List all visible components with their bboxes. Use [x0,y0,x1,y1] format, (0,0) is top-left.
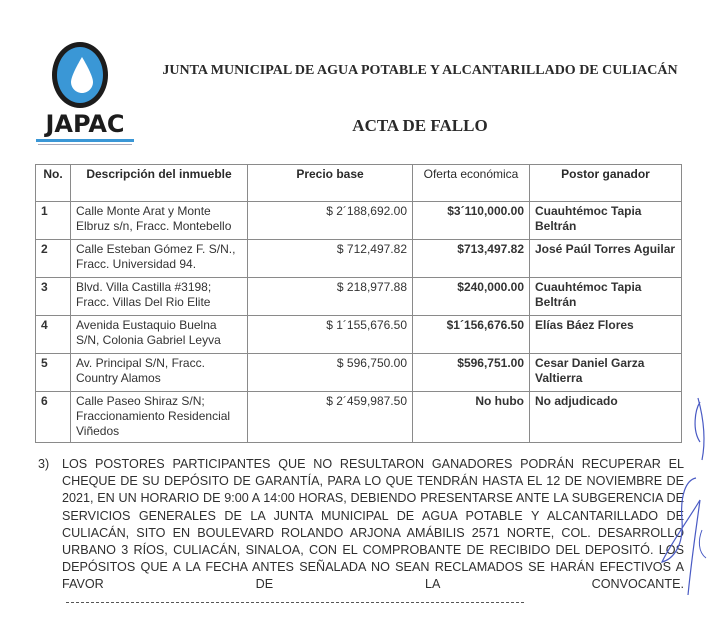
cell-no: 5 [36,354,71,392]
logo-subtitle-line [38,144,132,145]
cell-description: Calle Esteban Gómez F. S/N., Fracc. Universidad 94. [71,240,248,278]
cell-offer: $596,751.00 [413,354,530,392]
cell-base-price: $ 1´155,676.50 [248,316,413,354]
cell-base-price: $ 218,977.88 [248,278,413,316]
cell-base-price: $ 2´188,692.00 [248,202,413,240]
paragraph-number: 3) [38,457,50,471]
filler-dash-line [66,601,524,603]
cell-offer: $713,497.82 [413,240,530,278]
cell-winner: José Paúl Torres Aguilar [530,240,682,278]
header-description: Descripción del inmueble [71,165,248,202]
japac-logo [36,42,136,146]
cell-no: 2 [36,240,71,278]
document-title: ACTA DE FALLO [352,116,488,135]
header-winner: Postor ganador [530,165,682,202]
table-header-row [36,165,682,202]
cell-offer: $240,000.00 [413,278,530,316]
cell-winner: Cuauhtémoc Tapia Beltrán [530,278,682,316]
cell-base-price: $ 596,750.00 [248,354,413,392]
auction-results-table [35,164,682,443]
cell-no: 1 [36,202,71,240]
logo-wordmark: JAPAC [45,110,125,138]
cell-winner: No adjudicado [530,392,682,443]
water-drop-icon [71,57,93,93]
cell-description: Avenida Eustaquio Buelna S/N, Colonia Gabriel Leyva [71,316,248,354]
table-row [36,202,682,240]
table-row [36,278,682,316]
paragraph-text: LOS POSTORES PARTICIPANTES QUE NO RESULTARON GANADORES PODRÁN RECUPERAR EL CHEQUE DE SU DEPÓSITO DE GARANTÍA, PARA LO QUE TENDRÁN HASTA EL 12 DE NOVIEMBRE DE 2021, EN UN HORARIO DE 9:00 A 14:00 HORAS, DEBIENDO PRESENTARSE ANTE LA SUBGERENCIA DE SERVICIOS GENERALES DE LA JUNTA MUNICIPAL DE AGUA POTABLE Y ALCANTARILLADO DE CULIACÁN, SITO EN BOULEVARD ROLANDO ARJONA AMÁBILIS 2571 NORTE, COL. DESARROLLO URBANO 3 RÍOS, CULIACÁN, SINALOA, CON EL COMPROBANTE DE RECIBIDO DEL DEPOSITÓ. LOS DEPÓSITOS QUE A LA FECHA ANTES SEÑALADA NO SEAN RECLAMADOS SE HARÁN EFECTIVOS A FAVOR DE LA CONVOCANTE. [62,457,684,592]
table-row [36,316,682,354]
cell-base-price: $ 2´459,987.50 [248,392,413,443]
cell-winner: Elías Báez Flores [530,316,682,354]
cell-description: Calle Paseo Shiraz S/N; Fraccionamiento Residencial Viñedos [71,392,248,443]
cell-offer: No hubo [413,392,530,443]
water-drop-emblem [52,42,108,108]
cell-description: Calle Monte Arat y Monte Elbruz s/n, Fracc. Montebello [71,202,248,240]
table-row [36,240,682,278]
cell-no: 3 [36,278,71,316]
cell-winner: Cesar Daniel Garza Valtierra [530,354,682,392]
table-row [36,354,682,392]
paragraph-3 [38,456,684,611]
header-offer: Oferta económica [413,165,530,202]
cell-offer: $1´156,676.50 [413,316,530,354]
cell-description: Av. Principal S/N, Fracc. Country Alamos [71,354,248,392]
organization-title: JUNTA MUNICIPAL DE AGUA POTABLE Y ALCANTARILLADO DE CULIACÁN [162,63,678,78]
cell-base-price: $ 712,497.82 [248,240,413,278]
handwritten-signature [640,380,710,630]
cell-no: 4 [36,316,71,354]
cell-no: 6 [36,392,71,443]
cell-winner: Cuauhtémoc Tapia Beltrán [530,202,682,240]
header-no: No. [36,165,71,202]
table-row [36,392,682,443]
logo-underline [36,139,134,142]
cell-offer: $3´110,000.00 [413,202,530,240]
cell-description: Blvd. Villa Castilla #3198; Fracc. Villas Del Rio Elite [71,278,248,316]
header-base-price: Precio base [248,165,413,202]
